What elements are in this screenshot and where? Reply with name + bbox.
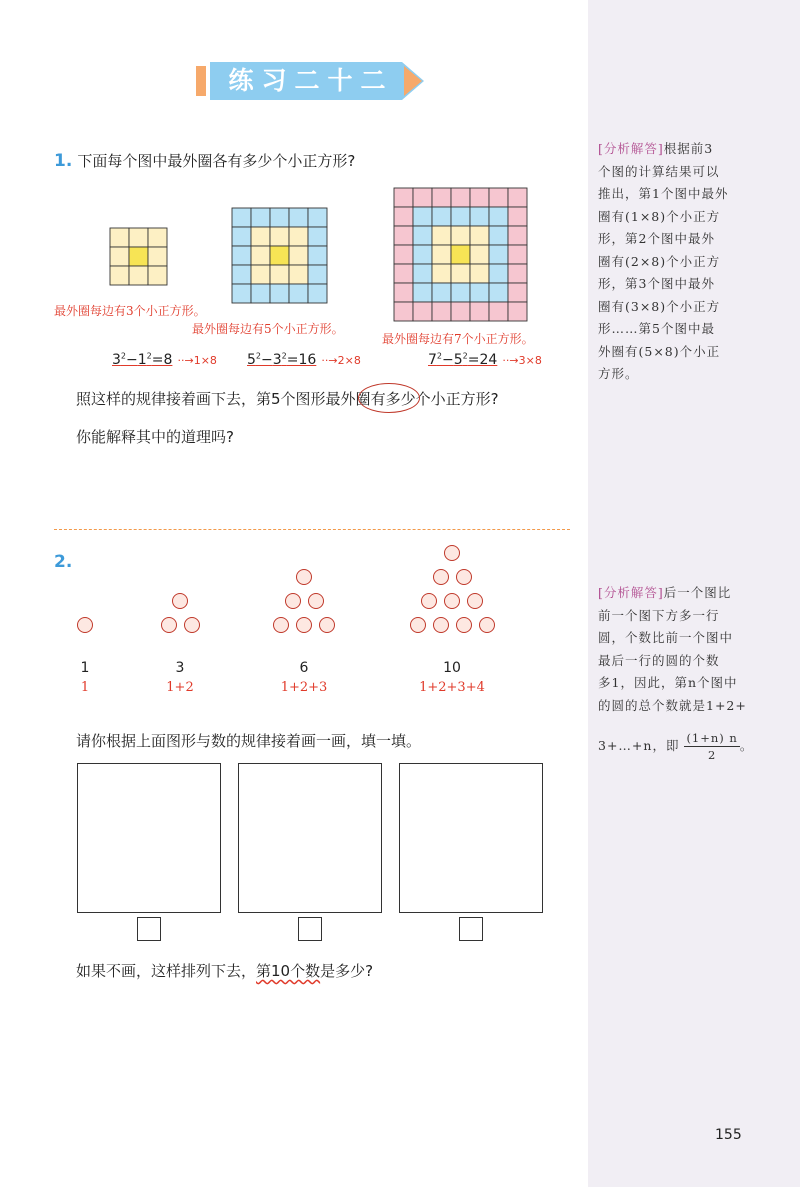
- grid-cell-fig3: [470, 283, 489, 302]
- grid-cell-fig3: [432, 283, 451, 302]
- grid-cell-fig2: [251, 227, 270, 246]
- grid-cell-fig1: [148, 228, 167, 247]
- grid-cell-fig1: [110, 266, 129, 285]
- formula-1-sub: 1×8: [193, 354, 217, 367]
- question-1-main-a: 照这样的规律接着画下去，第5个图形: [76, 390, 326, 408]
- grid-cell-fig3: [413, 264, 432, 283]
- grid-cell-fig3: [508, 302, 527, 321]
- formula-1: $3^2-1^2=8 \cdot\cdot\to 1\times 8$: [112, 351, 217, 368]
- question-1-number: 1.: [54, 151, 73, 171]
- question-1-main-b: 最外圈: [325, 390, 371, 408]
- grid-cell-fig1: [129, 266, 148, 285]
- fraction: [684, 730, 739, 763]
- grid-cell-fig2: [270, 208, 289, 227]
- sum-1: 1: [80, 680, 90, 695]
- circle-fig4: [479, 617, 495, 633]
- grid-cell-fig2: [289, 208, 308, 227]
- circle-fig3: [285, 593, 301, 609]
- grid-cell-fig1: [110, 247, 129, 266]
- circled-annotation: [358, 383, 420, 413]
- circle-fig3: [273, 617, 289, 633]
- answer-box-2[interactable]: [298, 917, 322, 941]
- grid-cell-fig1: [129, 247, 148, 266]
- grid-cell-fig2: [251, 265, 270, 284]
- grid-cell-fig3: [451, 226, 470, 245]
- question-2-final: [76, 960, 373, 981]
- grid-cell-fig3: [394, 226, 413, 245]
- count-3: 6: [299, 660, 309, 676]
- drawing-box-1[interactable]: [77, 763, 221, 913]
- grid-cell-fig3: [432, 207, 451, 226]
- formula-2-result: =16: [286, 352, 317, 368]
- analysis-2: [598, 582, 788, 717]
- grid-cell-fig2: [308, 208, 327, 227]
- circle-fig3: [319, 617, 335, 633]
- analysis-1-tag: [分析解答]: [598, 141, 664, 156]
- question-1-prompt: 下面每个图中最外圈各有多少个小正方形?: [77, 152, 356, 170]
- grid-cell-fig3: [432, 264, 451, 283]
- circle-fig4: [421, 593, 437, 609]
- grid-cell-fig2: [270, 227, 289, 246]
- grid-cell-fig3: [470, 264, 489, 283]
- grid-cell-fig3: [508, 188, 527, 207]
- formula-3-b: 5: [453, 352, 463, 368]
- formula-2-a: 5: [247, 352, 256, 368]
- formula-1-a: 3: [112, 352, 121, 368]
- formula-1-b: 1: [137, 352, 147, 368]
- page-number: 155: [715, 1127, 742, 1143]
- analysis-2-tag: [分析解答]: [598, 585, 664, 600]
- page-title: 练习二十二: [228, 66, 394, 95]
- grid-cell-fig2: [308, 227, 327, 246]
- analysis-1-line: 外圈有(5×8)个小正: [598, 343, 721, 359]
- grid-cell-fig3: [508, 207, 527, 226]
- grid-cell-fig2: [251, 246, 270, 265]
- count-4: 10: [443, 660, 461, 676]
- grid-cell-fig3: [489, 226, 508, 245]
- analysis-2-formula: [598, 730, 788, 763]
- analysis-1-line: 圈有(3×8)个小正方: [598, 298, 721, 314]
- note-figure-3: 最外圈每边有7个小正方形。: [382, 332, 534, 346]
- grid-cell-fig3: [394, 188, 413, 207]
- grid-cell-fig3: [394, 302, 413, 321]
- grid-cell-fig1: [148, 266, 167, 285]
- grid-cell-fig3: [394, 264, 413, 283]
- circle-fig4: [444, 545, 460, 561]
- analysis-1-line: 个图的计算结果可以: [598, 163, 720, 179]
- grid-cell-fig3: [413, 226, 432, 245]
- analysis-1-line: 形，第3个图中最外: [598, 276, 715, 291]
- question-2-instruction: 请你根据上面图形与数的规律接着画一画，填一填。: [76, 732, 422, 750]
- grid-cell-fig3: [470, 226, 489, 245]
- circle-fig4: [467, 593, 483, 609]
- grid-cell-fig3: [451, 264, 470, 283]
- sum-2: 1+2: [166, 680, 194, 695]
- analysis-1-line: 方形。: [598, 366, 639, 381]
- grid-cell-fig3: [413, 207, 432, 226]
- grid-cell-fig3: [470, 302, 489, 321]
- grid-cell-fig3: [489, 302, 508, 321]
- circle-fig2: [172, 593, 188, 609]
- answer-box-3[interactable]: [459, 917, 483, 941]
- grid-cell-fig3: [413, 283, 432, 302]
- formula-3: $7^2-5^2=24 \cdot\cdot\to 3\times 8$: [428, 351, 542, 368]
- circle-fig4: [433, 617, 449, 633]
- grid-cell-fig3: [508, 245, 527, 264]
- analysis-1-line: 圈有(2×8)个小正方: [598, 253, 721, 269]
- sum-3: 1+2+3: [280, 680, 328, 695]
- note-figure-1: 最外圈每边有3个小正方形。: [54, 304, 206, 318]
- drawing-box-3[interactable]: [399, 763, 543, 913]
- circle-fig4: [456, 617, 472, 633]
- question-1-main: [76, 388, 499, 409]
- question-2-final-b: 第10个数: [256, 962, 321, 980]
- formula-2: $5^2-3^2=16 \cdot\cdot\to 2\times 8$: [247, 351, 361, 368]
- analysis-2-line: 后一个图比: [663, 585, 732, 600]
- fraction-numerator: (1+n) n: [686, 731, 738, 745]
- analysis-1-line: 推出，第1个图中最外: [598, 186, 729, 201]
- circle-fig4: [444, 593, 460, 609]
- grid-cell-fig3: [508, 283, 527, 302]
- grid-cell-fig3: [470, 245, 489, 264]
- grid-cell-fig3: [451, 283, 470, 302]
- circle-fig3: [296, 569, 312, 585]
- grid-cell-fig3: [432, 188, 451, 207]
- circle-fig2: [161, 617, 177, 633]
- grid-cell-fig3: [413, 245, 432, 264]
- analysis-1: [598, 138, 784, 386]
- grid-cell-fig3: [489, 245, 508, 264]
- grid-cell-fig2: [270, 284, 289, 303]
- grid-cell-fig1: [129, 228, 148, 247]
- grid-cell-fig2: [232, 227, 251, 246]
- formula-2-b: 3: [272, 352, 282, 368]
- sum-4: 1+2+3+4: [419, 680, 485, 695]
- circle-fig3: [308, 593, 324, 609]
- grid-cell-fig3: [394, 283, 413, 302]
- grid-cell-fig3: [413, 302, 432, 321]
- question-2-number: 2.: [54, 552, 73, 572]
- grid-cell-fig2: [232, 265, 251, 284]
- analysis-2-line: 圆，个数比前一个图中: [598, 630, 734, 645]
- analysis-2-line: 多1，因此，第n个图中: [598, 675, 738, 690]
- question-1-main-c: 有多少个小正方形?: [370, 390, 499, 408]
- grid-cell-fig3: [432, 245, 451, 264]
- grid-cell-fig2: [251, 284, 270, 303]
- grid-cell-fig3: [470, 207, 489, 226]
- grid-cell-fig3: [489, 264, 508, 283]
- question-2-final-a: 如果不画，这样排列下去，: [76, 962, 257, 980]
- grid-cell-fig3: [489, 188, 508, 207]
- analysis-2-last: 3+…+n，即: [598, 738, 680, 753]
- question-2-final-c: 是多少?: [320, 962, 374, 980]
- circle-fig2: [184, 617, 200, 633]
- formula-2-sub: 2×8: [337, 354, 361, 367]
- grid-cell-fig2: [270, 246, 289, 265]
- circle-fig4: [433, 569, 449, 585]
- note-figure-2: 最外圈每边有5个小正方形。: [192, 322, 344, 336]
- question-1-followup: 你能解释其中的道理吗?: [76, 428, 234, 446]
- grid-cell-fig2: [289, 227, 308, 246]
- fraction-denominator: 2: [707, 748, 717, 762]
- grid-cell-fig2: [251, 208, 270, 227]
- analysis-2-line: 的圆的总个数就是1+2+: [598, 697, 747, 713]
- circle-fig3: [296, 617, 312, 633]
- grid-cell-fig3: [451, 245, 470, 264]
- title-banner: [196, 62, 424, 100]
- grid-cell-fig2: [289, 265, 308, 284]
- grid-cell-fig3: [451, 188, 470, 207]
- grid-cell-fig1: [148, 247, 167, 266]
- grid-cell-fig2: [270, 265, 289, 284]
- grid-cell-fig3: [489, 283, 508, 302]
- analysis-2-line: 最后一行的圆的个数: [598, 652, 720, 668]
- analysis-1-line: 形……第5个图中最: [598, 321, 715, 336]
- grid-cell-fig2: [308, 265, 327, 284]
- grid-cell-fig3: [394, 245, 413, 264]
- formula-3-a: 7: [428, 352, 437, 368]
- formula-3-result: =24: [467, 352, 498, 368]
- count-1: 1: [80, 660, 90, 676]
- grid-cell-fig3: [394, 207, 413, 226]
- answer-box-1[interactable]: [137, 917, 161, 941]
- analysis-1-line: 根据前3: [663, 141, 714, 156]
- grid-cell-fig3: [432, 302, 451, 321]
- circle-fig4: [456, 569, 472, 585]
- question-1: [54, 150, 355, 171]
- grid-cell-fig3: [451, 302, 470, 321]
- formula-3-sub: 3×8: [518, 354, 542, 367]
- grid-cell-fig2: [308, 246, 327, 265]
- analysis-2-line: 前一个图下方多一行: [598, 607, 720, 623]
- analysis-2-end: 。: [739, 738, 754, 753]
- grid-cell-fig2: [289, 246, 308, 265]
- grid-cell-fig2: [289, 284, 308, 303]
- section-divider: [54, 529, 570, 530]
- drawing-box-2[interactable]: [238, 763, 382, 913]
- grid-cell-fig3: [470, 188, 489, 207]
- grid-cell-fig2: [232, 246, 251, 265]
- grid-cell-fig1: [110, 228, 129, 247]
- circle-fig4: [410, 617, 426, 633]
- count-2: 3: [175, 660, 185, 676]
- circle-fig1: [77, 617, 93, 633]
- grid-cell-fig3: [508, 226, 527, 245]
- analysis-1-line: 圈有(1×8)个小正方: [598, 208, 721, 224]
- formula-1-result: =8: [151, 352, 173, 368]
- grid-cell-fig3: [451, 207, 470, 226]
- grid-cell-fig3: [508, 264, 527, 283]
- grid-cell-fig2: [232, 284, 251, 303]
- grid-cell-fig2: [232, 208, 251, 227]
- analysis-1-line: 形，第2个图中最外: [598, 231, 715, 246]
- grid-cell-fig3: [413, 188, 432, 207]
- grid-cell-fig3: [489, 207, 508, 226]
- grid-cell-fig3: [432, 226, 451, 245]
- grid-cell-fig2: [308, 284, 327, 303]
